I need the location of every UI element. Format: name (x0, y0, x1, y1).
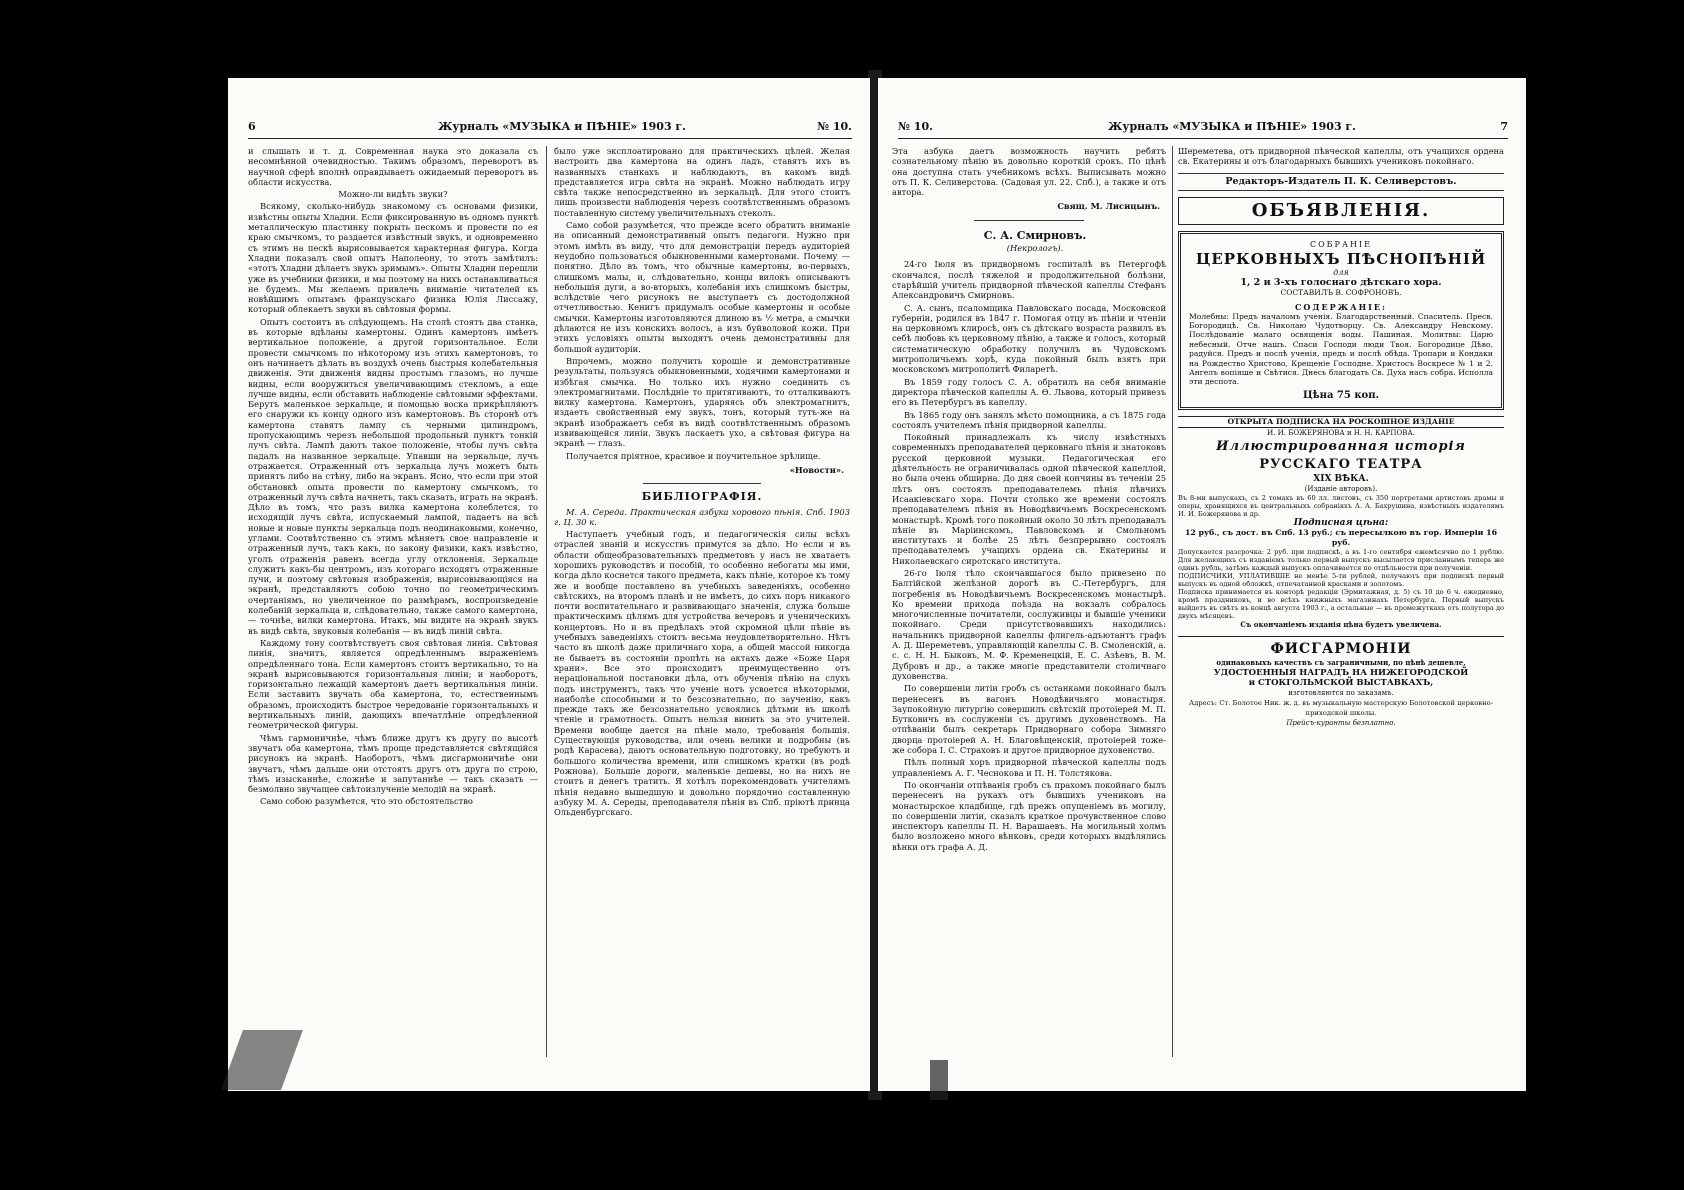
journal-title: Журналъ «МУЗЫКА и ПѢНІЕ» 1903 г. (438, 120, 686, 133)
ad-line: УДОСТОЕННЫЯ НАГРАДЪ НА НИЖЕГОРОДСКОЙ (1213, 667, 1469, 678)
ad-title: РУССКАГО ТЕАТРА (1259, 456, 1423, 472)
ads-heading: ОБЪЯВЛЕНІЯ. (1178, 197, 1504, 225)
obituary-title: С. А. Смирновъ. (983, 228, 1087, 242)
signature: «Новости». (789, 464, 844, 475)
paragraph: 26-го Іюля тѣло скончавшагося было привезено по Балтійской желѣзной дорогѣ въ С.-Петербургъ, для погребенія въ Новодѣвичьемъ Воскресенскомъ монастырѣ. Ко времени прихода поѣзда на вокзалъ собралось многочисленные почитатели, сослуживцы и бывшіе ученики покойнаго. Среди присутствовавшихъ находились: начальникъ придворной капеллы флигель-адъютантъ графъ А. Д. Шереметевъ, управляющій капеллы С. В. Смоленскій, а. с. с. Н. Н. Быковъ, М. Ф. Кременецкій, Е. С. Азѣевъ, В. М. Дубровъ и др., а также многіе представители столичнаго духовенства. (892, 567, 1166, 681)
ad-description: Въ 8-ми выпускахъ, съ 2 томахъ въ 60 лл. листовъ, съ 350 портретами артистовъ драмы и оперы, хранящихся въ центральныхъ собраніяхъ А. А. Бахрушина, извѣстныхъ издателямъ И. И. Божерянова и др. (1178, 493, 1504, 518)
ad-line: СОБРАНІЕ (1310, 239, 1372, 249)
ad-contents-heading: СОДЕРЖАНІЕ: (1295, 301, 1387, 312)
paragraph: Пѣлъ полный хоръ придворной пѣвческой капеллы подъ управленіемъ А. Г. Чеснокова и П. Н. Толстякова. (892, 757, 1166, 778)
editor-line: Редакторъ-Издатель П. К. Селиверстовъ. (1225, 175, 1457, 187)
paragraph: По совершеніи литіи гробъ съ останками покойнаго былъ перенесенъ въ вагонъ Новодѣвичьяго монастыря. Заупокойную литургію совершилъ свѣтскій протоіерей М. П. Бутковичъ въ сослуженіи съ другимъ духовенствомъ. На отпѣваніи былъ секретарь Придворнаго собора Зимняго дворца протоіерей А. Н. Благовѣщенскій, протоіерей тоже-же собора І. С. Страховъ и другое придворное духовенство. (892, 683, 1166, 756)
issue-number: № 10. (817, 120, 852, 133)
page-number: 7 (1500, 120, 1508, 133)
section-heading: БИБЛІОГРАФІЯ. (641, 490, 763, 504)
ad-line: для (1333, 267, 1349, 277)
paragraph: Опытъ состоитъ въ слѣдующемъ. На столѣ стоятъ два станка, въ которые вдѣланы камертоны. Одинъ камертонъ имѣетъ вертикальное положеніе, а другой горизонтальное. Если провести смычкомъ по нѣкоторому изъ этихъ камертоновъ, то онъ начинаетъ дѣлать въ воздухѣ очень быстрыя колебательныя движенія. Эти движенія видны простымъ глазомъ, но лучше видны, если вооружиться увеличивающимъ стекломъ, а еще лучше видны, если обставить наблюденіе свѣтовыми эффектами. Берутъ маленькое зеркальце, и помощью воска прикрѣпляютъ его снаружи къ концу одного изъ камертоновъ. Въ сторонѣ отъ камертона ставятъ лампу съ черными цилиндромъ, пропускающимъ черезъ небольшой продольный пунктъ тонкій лучъ свѣта. Лампѣ даютъ такое положеніе, чтобы лучъ свѣта падалъ на названное зеркальце. Упавши на зеркальце, лучъ отражается. Отраженный отъ зеркальца лучъ можетъ быть принятъ либо на стѣну, либо на экранъ. Ясно, что если при этой обстановкѣ опыта провести по камертону смычкомъ, то отраженный лучъ свѣта начнетъ, такъ сказать, играть на экранѣ. Дѣло въ томъ, что разъ вилка камертона колеблется, то исходящій лучъ свѣта, испускаемый лампой, падаетъ на всѣ новые и новые пункты зеркальца подъ неодинаковыми, конечно, углами. Соотвѣтственно съ этимъ мѣняетъ свое направленіе и отраженный лучъ, такъ какъ, по закону физики, какъ извѣстно, уголъ отраженія равенъ всегда углу отклоненія. Зеркальце служитъ какъ-бы центромъ, изъ котораго исходятъ отраженные лучи, и поэтому свѣтовыя изображенія, вырисовывающіяся на экранѣ, представляютъ собою точно по геометрическимъ очертаніямъ, но увеличенное по размѣрамъ, воспроизведеніе колебаній зеркальца и, слѣдовательно, также самого камертона, — точнѣе, вилки камертона. Итакъ, мы видите на экранѣ звукъ въ видѣ свѣта, звуковыя колебанія — въ видѣ линій свѣта. (248, 316, 538, 636)
divider (643, 483, 761, 484)
page-number: 6 (248, 120, 256, 133)
ad-line: изготовляются по заказамъ. (1288, 688, 1394, 697)
paragraph: Въ 1859 году голосъ С. А. обратилъ на себя вниманіе директора пѣвческой капеллы А. Ѳ. Львова, который привезъ его въ Петербургъ въ капеллу. (892, 376, 1166, 408)
ad-harmoniums (1178, 636, 1504, 728)
paragraph: Чѣмъ гармоничнѣе, чѣмъ ближе другъ къ другу по высотѣ звучатъ оба камертона, тѣмъ проще представляется свѣтящійся рисунокъ на экранѣ. Наоборотъ, чѣмъ дисгармоничнѣе они звучатъ, чѣмъ дальше они отстоятъ другъ отъ друга по строю, тѣмъ изысканнѣе, сложнѣе и запутаннѣе — такъ сказать — безмолвно звучащее свѣтоизлученіе мелодій на экранѣ. (248, 732, 538, 795)
right-column-1 (892, 146, 1166, 1061)
column-rule (546, 146, 547, 1057)
ad-title: Иллюстрированная исторія (1216, 438, 1466, 454)
paragraph: было уже эксплоатировано для практическихъ цѣлей. Желая настроить два камертона на одинъ ладъ, ставятъ ихъ въ названныхъ станкахъ и наблюдаютъ, въ какомъ видѣ представляется игра свѣта на экранѣ. Можно наблюдать игру свѣта также непосредственно въ зеркальцѣ. Для этого стоитъ лишь произвести наблюденія черезъ соотвѣтственнымъ образомъ поставленную систему увеличительныхъ стеколъ. (554, 146, 850, 218)
ad-price: Цѣна 75 коп. (1302, 389, 1380, 401)
paragraph: Наступаетъ учебный годъ, и педагогическія силы всѣхъ отраслей знаній и искусствъ примутся за дѣло. Но если и въ области общеобразовательныхъ предметовъ у насъ не хватаетъ хорошихъ руководствъ и пособій, то особенно небогаты мы ими, когда дѣло коснется такого предмета, какъ пѣніе, которое къ тому же и вообще поставлено въ учебныхъ заведеніяхъ, особенно свѣтскихъ, на второмъ планѣ и не имѣетъ, до сихъ поръ никакого почти воспитательнаго и развивающаго значенія, служа больше практическимъ цѣлямъ для устройства вечеровъ и ученическихъ концертовъ. Но и въ предѣлахъ этой скромной цѣли пѣніе въ учебныхъ заведеніяхъ стоитъ весьма неудовлетворительно. Нѣтъ часто въ школѣ даже приличнаго хора, а общей массой никогда не бываетъ въ состояніи пропѣть на актахъ даже «Боже Царя храни». Все это происходитъ преимущественно отъ нераціональной постановки дѣла, отъ обученія пѣнію на слухъ подъ инструментъ, такъ что ученіе нотъ усвоется нѣкоторыми, наиболѣе способными и то безсознательно, по заученію, какъ прежде такъ же безсознательно усвоялись дѣтьми въ школѣ чтеніе и грамотность. Опытъ нельзя винить за это учителей. Времени вообще дается на пѣніе мало, требованія большія. Существующія руководства, или очень велики и подробны (въ родѣ Карасева), даютъ основательную подготовку, но требуютъ и большого количества времени, или слишкомъ кратки (въ родѣ Рожнова). Большіе дороги, маленькіе дешевы, но на нихъ не стоитъ и денегъ тратить. Я хотѣлъ порекомендовать учителямъ пѣнія недавно вышедшую и довольно порядочно составленную азбуку М. А. Середы, преподавателя пѣнія въ Спб. пріютѣ принца Ольденбургскаго. (554, 529, 850, 818)
left-page-header (248, 118, 852, 139)
right-page (878, 78, 1526, 1091)
paragraph: Само собой разумѣется, что прежде всего обратить вниманіе на описанный демонстративный опытъ педагоги. Нужно при этомъ имѣть въ виду, что для демонстраціи передъ аудиторіей неудобно пользоваться обыкновенными камертонами. Почему — понятно. Дѣло въ томъ, что обычные камертоны, во-первыхъ, слишкомъ малы, и, слѣдовательно, концы вилокъ описываютъ небольшія дуги, а во-вторыхъ, колебанія ихъ слишкомъ быстры, вслѣдствіе чего рисунокъ не выступаетъ съ достодолжной отчетливостью. Кенигъ придумалъ особые камертоны и особые смычки. Камертоны изготовляются длиною въ ½ метра, а смычки дѣлаются не изъ конскихъ волосъ, а изъ буйволовой кожи. При этихъ условіяхъ опыты выходятъ очень демонстративны для большой аудиторіи. (554, 220, 850, 354)
ad-line: Прейсъ-куранты безплатно. (1286, 718, 1396, 727)
paragraph: Въ 1865 году онъ занялъ мѣсто помощника, а съ 1875 года состоялъ учителемъ пѣнія придворной капеллы. (892, 409, 1166, 430)
ad-terms: ПОДПИСЧИКИ, УПЛАТИВШІЕ не менѣе 5-ти рублей, получаютъ при подпискѣ первый выпускъ въ одной обложкѣ, отпечатанной красками и золотомъ. (1178, 571, 1504, 588)
signature: Свящ. М. Лисицынъ. (1057, 201, 1160, 212)
ad-line: Съ окончаніемъ изданія цѣна будетъ увеличена. (1240, 619, 1442, 629)
subheading: Можно-ли видѣть звуки? (338, 189, 448, 200)
scan-clip-mark (930, 1060, 948, 1100)
ad-line: И. И. БОЖЕРЯНОВА и Н. Н. КАРПОВА. (1267, 428, 1415, 437)
paragraph: и слышать и т. д. Современная наука это доказала съ несомнѣнной очевидностью. Такимъ образомъ, переворотъ въ научной сферѣ вполнѣ оправдываетъ ожидаемый переворотъ въ области искусства. (248, 146, 538, 187)
paragraph: Впрочемъ, можно получить хорошіе и демонстративные результаты, пользуясь обыкновенными, ходячими камертонами и избѣгая смычка. Но только ихъ нужно соединить съ электромагнитами. Послѣдніе то притягиваютъ, то отталкиваютъ вилку камертона. Камертонъ, ударяясь объ электромагнитъ, издаетъ свойственный ему звукъ, тонъ, который тутъ-же на экранѣ изображаетъ себя въ видѣ соотвѣтственнымъ образомъ извивающейся линіи. Звукъ ласкаетъ ухо, а свѣтовая фигура на экранѣ — глазъ. (554, 355, 850, 449)
ad-contents: Молебны: Предъ началомъ ученія. Благодарственный. Спаситель. Пресв. Богородицѣ. Св. Николаю Чудотворцу. Св. Александру Невскому. Послѣдованіе малаго освященія воды. Пашиная. Молитвы: Царю небесный. Отче нашъ. Спаси Господи люди Твоя. Богородице Дѣво, радуйся. Предъ и послѣ ученія, предъ и послѣ обѣда. Тропари и Кондаки на Рождество Христово, Крещеніе Господне. Христосъ Воскресе № 1 и 2. Ангелъ вопіяше и Свѣтися. Днесь благодать Св. Духа насъ собра. Исполла эти деспота. (1189, 311, 1493, 387)
ad-church-hymns (1178, 231, 1504, 410)
book-entry: М. А. Середа. Практическая азбука хорового пѣнія. Спб. 1903 г. Ц. 30 к. (554, 506, 850, 527)
left-column-2 (554, 146, 850, 1061)
column-rule (1172, 146, 1173, 1057)
paragraph: С. А. сынъ, псаломщика Павловскаго посада, Московской губерніи, родился въ 1847 г. Помогая отцу въ пѣніи и чтеніи на церковномъ клиросѣ, онъ съ дѣтскаго возраста развилъ въ себѣ любовь къ церковному пѣнію, а также и голосъ, который систематическую обработку получилъ въ Чудовскомъ митрополичьемъ хорѣ, куда покойный былъ взятъ при московскомъ митрополитѣ Филаретѣ. (892, 302, 1166, 375)
obituary-continuation (1178, 146, 1504, 728)
ad-line: (Изданіе авторовъ). (1304, 484, 1378, 493)
issue-number: № 10. (898, 120, 933, 133)
paragraph: Каждому тону соотвѣтствуетъ своя свѣтовая линія. Свѣтовая линія, значитъ, является опредѣленнымъ выраженіемъ опредѣленнаго тона. Если камертонъ стоитъ вертикально, то на экранѣ вырисовываются горизонтальныя линіи; и наоборотъ, горизонтально лежащій камертонъ даетъ вертикальныя линіи. Если заставить звучать оба камертона, то, естественнымъ образомъ, происходитъ быстрое чередованіе горизонтальныхъ и вертикальныхъ линій, дающихъ впечатлѣніе опредѣленной геометрической фигуры. (248, 637, 538, 731)
ad-line: 1, 2 и 3-хъ голоснаго дѣтскаго хора. (1240, 276, 1442, 288)
paragraph: Получается пріятное, красивое и поучительное зрѣлище. (566, 450, 821, 461)
obituary-subtitle: (Некрологъ). (1006, 243, 1064, 254)
ad-address: Адресъ: Ст. Болотое Ник. ж. д. въ музыкальную мастерскую Болотовской церковно-приходской школы. (1188, 698, 1494, 717)
divider (1178, 190, 1504, 191)
paragraph: Само собою разумѣется, что это обстоятельство (260, 796, 473, 807)
divider (974, 220, 1084, 221)
ad-price: 12 руб., съ дост. въ Спб. 13 руб.; съ пересылкою въ гор. Имперіи 16 руб. (1184, 527, 1498, 547)
paragraph: Шереметева, отъ придворной пѣвческой капеллы, отъ учащихся ордена св. Екатерины и отъ благодарныхъ бывшихъ учениковъ покойнаго. (1178, 146, 1504, 167)
ad-line: Подписная цѣна: (1293, 517, 1389, 528)
left-column-1 (248, 146, 538, 1061)
journal-title: Журналъ «МУЗЫКА и ПѢНІЕ» 1903 г. (1108, 120, 1356, 133)
ad-terms: Подписка принимается въ конторѣ редакціи (Эрмитажная, д. 5) съ 10 до 6 ч. ежедневно, кромѣ праздниковъ, и во всѣхъ книжныхъ магазинахъ Петербурга. Первый выпускъ выйдетъ въ свѣтъ въ концѣ августа 1903 г., а остальные — въ промежуткахъ отъ полутора до двухъ мѣсяцевъ. (1178, 587, 1504, 620)
ad-terms: Допускается разсрочка: 2 руб. при подпискѣ, а въ 1-го сентября ежемѣсячно по 1 рублю. Для желающихъ съ изданіемъ только первый выпускъ высылается присланнымъ теперь же одинъ рубль, затѣмъ каждый выпускъ оплачивается по отдѣльности при полученіи. (1178, 547, 1504, 572)
paragraph: 24-го Іюля въ придворномъ госпиталѣ въ Петергофѣ скончался, послѣ тяжелой и продолжительной болѣзни, старѣйшій учитель придворной пѣвческой капеллы Стефанъ Александровичъ Смирновъ. (892, 259, 1166, 301)
left-page (228, 78, 870, 1091)
ad-theatre-history (1178, 416, 1504, 630)
right-page-header (898, 118, 1508, 139)
ad-compiler: СОСТАВИЛЪ В. СОФРОНОВЪ. (1280, 287, 1402, 297)
paragraph: Покойный принадлежалъ къ числу извѣстныхъ современныхъ преподавателей церковнаго пѣнія и знатоковъ русской церковной музыки. Педагогическая его дѣятельность не ограничивалась одной пѣвческой капеллой, но была очень обширна. До дня своей кончины въ теченіи 25 лѣтъ онъ состоялъ преподавателемъ пѣнія пѣвчихъ Исаакіевскаго хора. Почти столько же времени состоялъ преподавателемъ пѣнія въ Новодѣвичьемъ Воскресенскомъ монастырѣ. Кромѣ того покойный около 30 лѣтъ преподавалъ пѣніе въ Маріинскомъ, Павловскомъ и Смольномъ институтахъ и болѣе 25 лѣтъ безпрерывно состоялъ преподавателемъ учащихъ ордена св. Екатерины и Николаевскаго сиротскаго института. (892, 432, 1166, 566)
ad-line: и СТОКГОЛЬМСКОЙ ВЫСТАВКАХЪ, (1248, 677, 1434, 688)
ad-line: ОТКРЫТА ПОДПИСКА НА РОСКОШНОЕ ИЗДАНІЕ (1178, 416, 1504, 428)
paragraph: По окончаніи отпѣванія гробъ съ прахомъ покойнаго былъ перенесенъ на рукахъ отъ бывшихъ учениковъ на монастырское кладбище, гдѣ прежъ опущеніемъ въ могилу, по совершеніи литіи, сказалъ краткое прочувственное слово инспекторъ капеллы П. Н. Варашаевъ. На могильный холмъ было возложено много вѣнковъ, среди которыхъ выдѣлялись вѣнки отъ графа А. Д. (892, 779, 1166, 852)
ad-line: XIX ВѢКА. (1313, 473, 1369, 484)
ad-title: ЦЕРКОВНЫХЪ ПѢСНОПѢНІЙ (1195, 249, 1487, 268)
ad-title: ФИСГАРМОНІИ (1270, 640, 1412, 657)
paragraph: Эта азбука даетъ возможность научить ребятъ сознательному пѣнію въ довольно короткій срокъ. По цѣнѣ она доступна стать учебникомъ всѣхъ. Выписывать можно отъ П. К. Селиверстова. (Садовая ул. 22. Спб.), а также и отъ автора. (892, 146, 1166, 198)
paragraph: Всякому, сколько-нибудь знакомому съ основами физики, извѣстны опыты Хладни. Если фиксированную въ одномъ пунктѣ металлическую пластинку покрыть пескомъ и провести по ея краю смычкомъ, то раздается извѣстный звукъ, и одновременно съ этимъ на пескѣ вырисовывается характерная фигура. Когда Хладни показалъ свой опытъ Наполеону, то этотъ замѣтилъ: «этотъ Хладни дѣлаетъ звукъ зримымъ». Опыты Хладни перешли уже въ учебники физики, и мы поэтому на нихъ останавливаться не будемъ. Мы желаемъ привлечь вниманіе читателей къ новѣйшимъ опытамъ французскаго физика Юлія Лиссажу, который облекаетъ звуки въ свѣтовыя формы. (248, 201, 538, 315)
ad-line: одинаковыхъ качествъ съ заграничными, по цѣнѣ дешевле, (1216, 657, 1466, 667)
divider (1178, 173, 1504, 174)
